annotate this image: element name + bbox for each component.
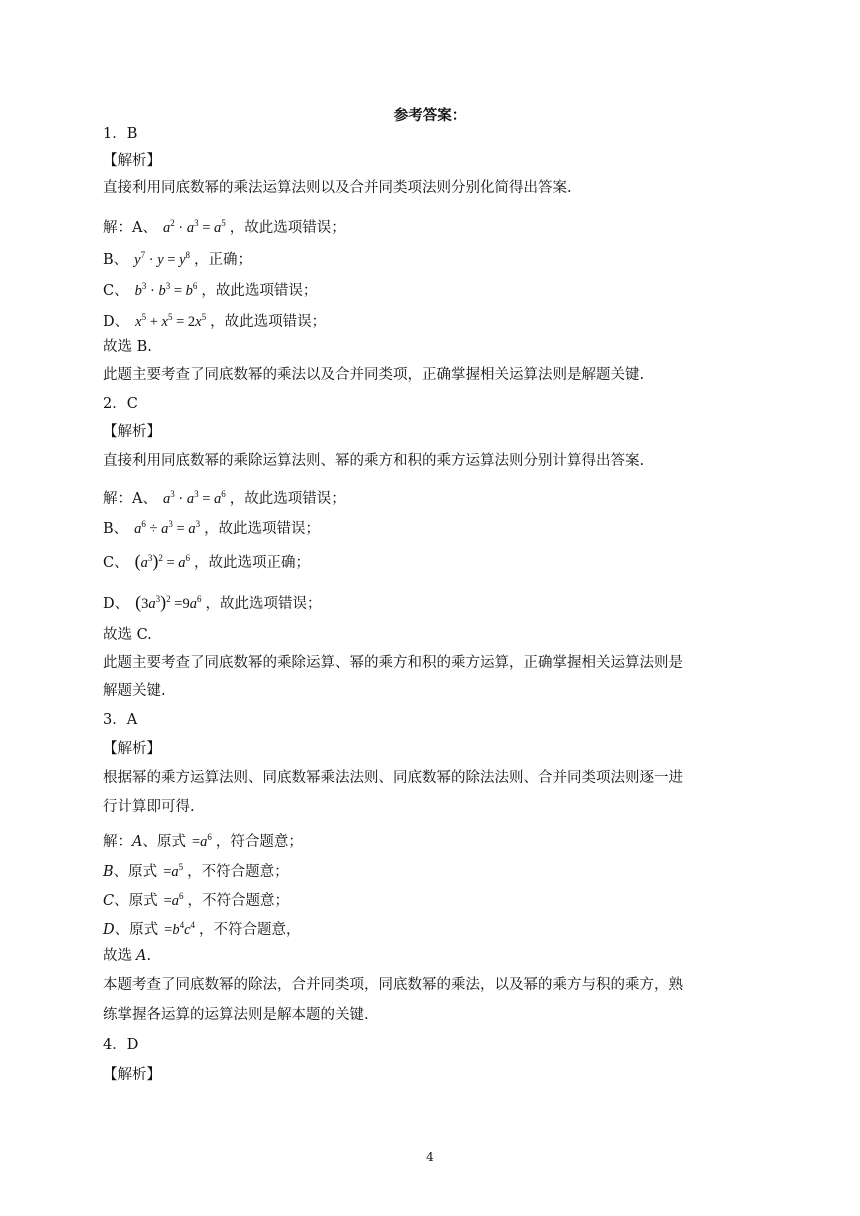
q1-option-b: B、 $y^7 \cdot y = y^8$ ，正确； [103, 250, 252, 268]
q2-choice: 故选 C. [103, 627, 152, 643]
q2-summary-line2: 解题关键. [103, 683, 166, 699]
page-title: 参考答案： [393, 107, 467, 124]
q1-option-d: D、 $x^5 + x^5 = 2x^5$ ，故此选项错误； [103, 312, 327, 330]
q2-option-d: D、 $(3a^3)^2 =9a^6$ ，故此选项错误； [103, 592, 322, 612]
q4-analysis-tag: 【解析】 [103, 1067, 161, 1083]
q2-summary-line1: 此题主要考查了同底数幂的乘除运算、幂的乘方和积的乘方运算，正确掌握相关运算法则是 [103, 655, 683, 671]
q3-description-line2: 行计算即可得. [103, 799, 195, 815]
q3-analysis-tag: 【解析】 [103, 741, 161, 757]
q2-analysis-tag: 【解析】 [103, 424, 161, 440]
q1-option-c: C、 $b^3 \cdot b^3 = b^6$ ，故此选项错误； [103, 281, 318, 299]
q3-choice: 故选 A. [103, 948, 152, 964]
q3-option-a: 解：A、原式 $=a^6$ ，符合题意； [103, 832, 303, 850]
q3-option-b: B、原式 $=a^5$ ，不符合题意； [103, 862, 289, 880]
q2-option-a: 解：A、 $a^3 \cdot a^3 = a^6$ ，故此选项错误； [103, 489, 346, 507]
q4-answer: 4．D [103, 1037, 139, 1053]
q2-description: 直接利用同底数幂的乘除运算法则、幂的乘方和积的乘方运算法则分别计算得出答案. [103, 453, 645, 469]
q2-option-b: B、 $a^6 \div a^3 = a^3$ ，故此选项错误； [103, 519, 321, 537]
page-number: 4 [426, 1150, 434, 1164]
q1-analysis-tag: 【解析】 [103, 153, 161, 169]
q1-answer: 1．B [103, 126, 138, 142]
q1-description: 直接利用同底数幂的乘法运算法则以及合并同类项法则分别化简得出答案. [103, 180, 572, 196]
q2-option-c: C、 $(a^3)^2 = a^6$ ，故此选项正确； [103, 551, 311, 571]
q3-summary-line1: 本题考查了同底数幂的除法，合并同类项，同底数幂的乘法，以及幂的乘方与积的乘方，熟 [103, 977, 683, 993]
q1-choice: 故选 B. [103, 339, 152, 355]
q2-answer: 2．C [103, 396, 138, 412]
q3-option-d: D、原式 $=b^4c^4$ ，不符合题意， [103, 920, 301, 938]
q3-description-line1: 根据幂的乘方运算法则、同底数幂乘法法则、同底数幂的除法法则、合并同类项法则逐一进 [103, 770, 683, 786]
q1-option-a: 解：A、 $a^2 \cdot a^3 = a^5$ ，故此选项错误； [103, 218, 346, 236]
q3-option-c: C、原式 $=a^6$ ，不符合题意； [103, 891, 290, 909]
q1-summary: 此题主要考查了同底数幂的乘法以及合并同类项，正确掌握相关运算法则是解题关键. [103, 367, 645, 383]
q3-answer: 3．A [103, 712, 138, 728]
q3-summary-line2: 练掌握各运算的运算法则是解本题的关键. [103, 1007, 369, 1023]
